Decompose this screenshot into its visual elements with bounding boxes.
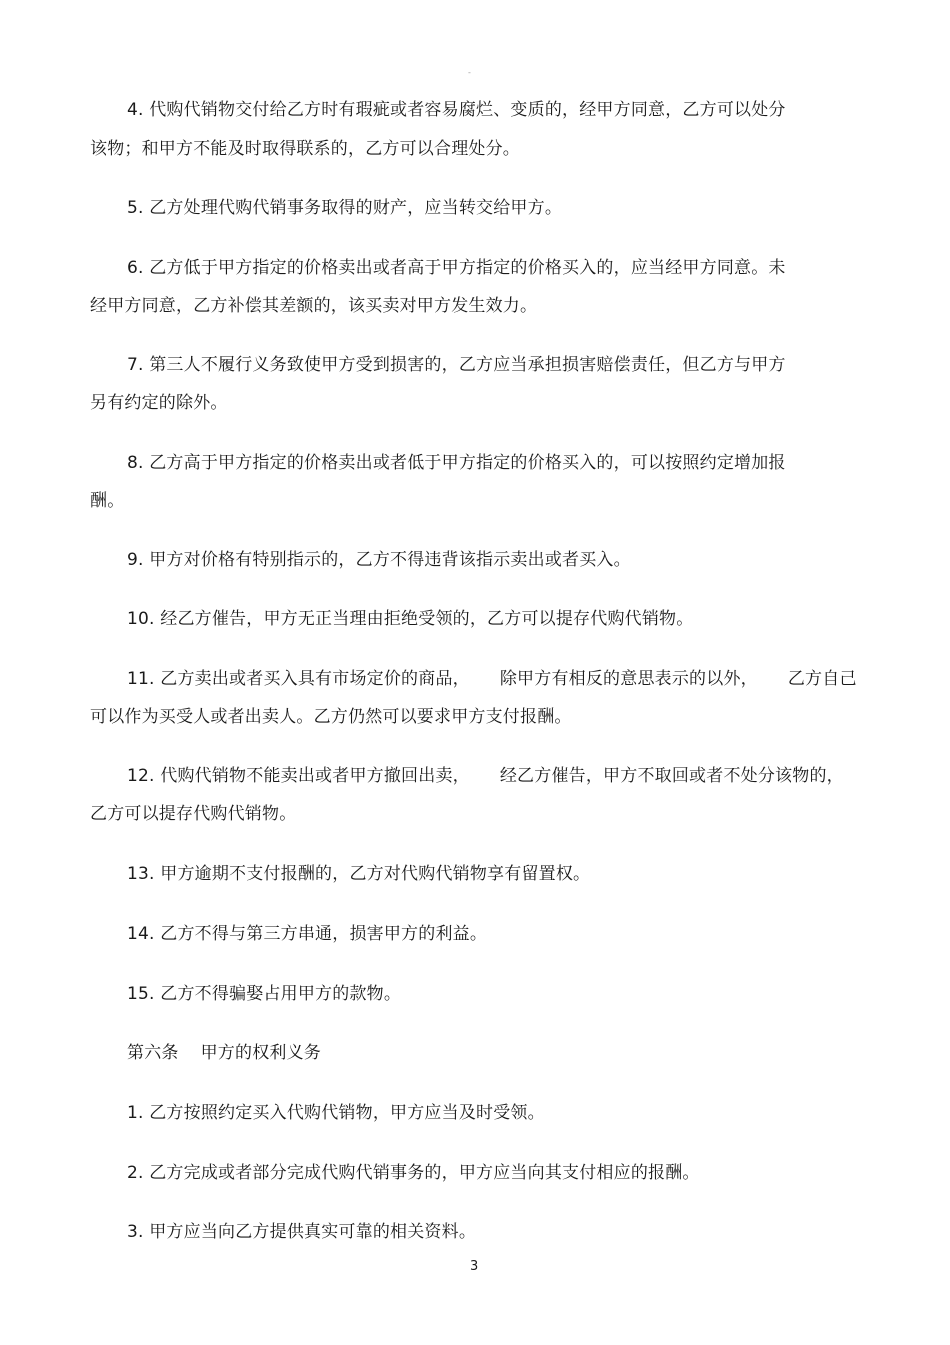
clause-12-part-a: 12. 代购代销物不能卖出或者甲方撤回出卖， [127, 766, 470, 786]
top-mark: - [468, 68, 471, 77]
clause-11-part-b: 除甲方有相反的意思表示的以外， [499, 669, 758, 689]
clause-11-part-c: 乙方自己 [787, 669, 857, 689]
page-number: 3 [470, 1259, 479, 1274]
clause-12-part-b: 经乙方催告，甲方不取回或者不处分该物的， [499, 766, 844, 786]
clause-6-line-2: 经甲方同意，乙方补偿其差额的，该买卖对甲方发生效力。 [90, 296, 538, 316]
clause-15-line-1: 15. 乙方不得骗娶占用甲方的款物。 [127, 984, 402, 1004]
clause-12-line-2: 乙方可以提存代购代销物。 [90, 804, 297, 824]
clause-11-line-2: 可以作为买受人或者出卖人。乙方仍然可以要求甲方支付报酬。 [90, 707, 572, 727]
section-clause-3: 3. 甲方应当向乙方提供真实可靠的相关资料。 [127, 1222, 477, 1242]
clause-11-line-1 [127, 668, 857, 690]
clause-14-line-1: 14. 乙方不得与第三方串通，损害甲方的利益。 [127, 924, 488, 944]
clause-9-line-1: 9. 甲方对价格有特别指示的，乙方不得违背该指示卖出或者买入。 [127, 550, 631, 570]
clause-8-line-2: 酬。 [90, 491, 125, 511]
clause-7-line-1: 7. 第三人不履行义务致使甲方受到损害的，乙方应当承担损害赔偿责任，但乙方与甲方 [127, 355, 786, 375]
clause-6-line-1: 6. 乙方低于甲方指定的价格卖出或者高于甲方指定的价格买入的，应当经甲方同意。未 [127, 258, 786, 278]
section-number: 第六条 [127, 1043, 179, 1063]
clause-5-line-1: 5. 乙方处理代购代销事务取得的财产，应当转交给甲方。 [127, 198, 563, 218]
clause-4-line-1: 4. 代购代销物交付给乙方时有瑕疵或者容易腐烂、变质的，经甲方同意，乙方可以处分 [127, 100, 786, 120]
clause-8-line-1: 8. 乙方高于甲方指定的价格卖出或者低于甲方指定的价格买入的，可以按照约定增加报 [127, 453, 786, 473]
clause-13-line-1: 13. 甲方逾期不支付报酬的，乙方对代购代销物享有留置权。 [127, 864, 591, 884]
clause-7-line-2: 另有约定的除外。 [90, 393, 228, 413]
clause-4-line-2: 该物；和甲方不能及时取得联系的，乙方可以合理处分。 [90, 139, 520, 159]
section-title: 甲方的权利义务 [200, 1043, 322, 1063]
section-clause-1: 1. 乙方按照约定买入代购代销物，甲方应当及时受领。 [127, 1103, 545, 1123]
clause-12-line-1 [127, 765, 844, 787]
clause-10-line-1: 10. 经乙方催告，甲方无正当理由拒绝受领的，乙方可以提存代购代销物。 [127, 609, 694, 629]
clause-11-part-a: 11. 乙方卖出或者买入具有市场定价的商品， [127, 669, 470, 689]
section-clause-2: 2. 乙方完成或者部分完成代购代销事务的，甲方应当向其支付相应的报酬。 [127, 1163, 700, 1183]
section-heading [127, 1042, 321, 1064]
